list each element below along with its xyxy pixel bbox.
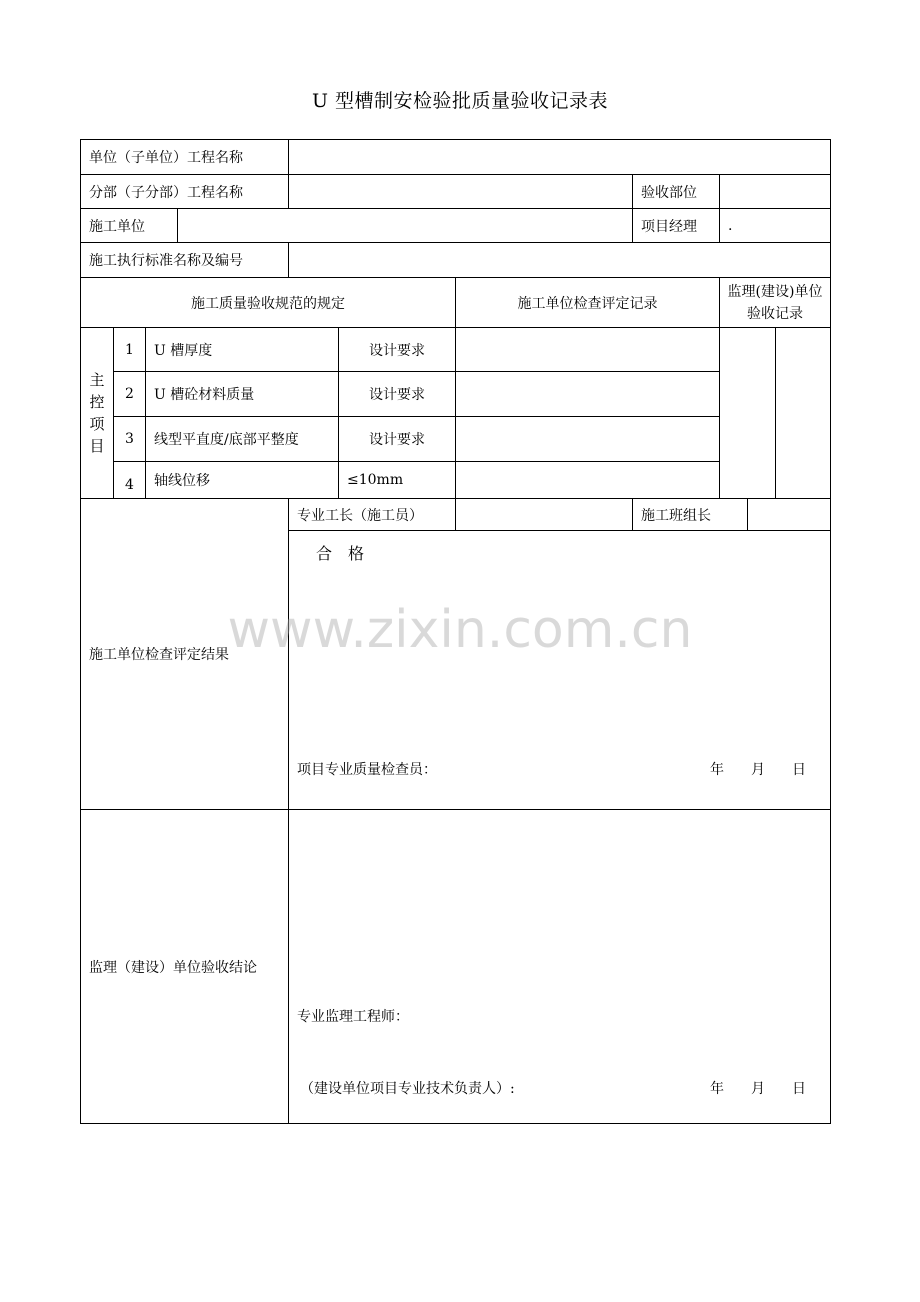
main-control-char: 目	[89, 437, 105, 455]
standard-field[interactable]	[288, 242, 831, 278]
supervisor-record-field[interactable]	[719, 327, 776, 499]
item-requirement: 设计要求	[338, 327, 456, 372]
subproject-label: 分部（子分部）工程名称	[80, 174, 289, 209]
supervisor-record-field[interactable]	[775, 327, 831, 499]
owner-tech-lead-label: （建设单位项目专业技术负责人）:	[300, 1081, 515, 1097]
contractor-label: 施工单位	[80, 208, 178, 243]
watermark: www.zixin.com.cn	[227, 600, 693, 660]
project-manager-field[interactable]: .	[719, 208, 831, 243]
item-record-field[interactable]	[455, 371, 720, 417]
acceptance-part-field[interactable]	[719, 174, 831, 209]
supervising-engineer-label: 专业监理工程师：	[297, 1009, 409, 1025]
foreman-label: 专业工长（施工员）	[288, 498, 456, 531]
item-name: 线型平直度/底部平整度	[145, 416, 339, 462]
quality-inspector-label: 项目专业质量检查员：	[297, 762, 437, 778]
date-month: 月	[751, 1081, 765, 1097]
contractor-verdict: 合 格	[316, 544, 365, 563]
item-requirement: 设计要求	[338, 371, 456, 417]
item-record-field[interactable]	[455, 327, 720, 372]
supervisor-record-header: 监理(建设)单位验收记录	[719, 277, 831, 328]
team-leader-field[interactable]	[747, 498, 831, 531]
item-no: 2	[113, 371, 146, 417]
contractor-record-header: 施工单位检查评定记录	[455, 277, 720, 328]
main-control-char: 主	[89, 371, 105, 389]
date-month: 月	[751, 762, 765, 778]
item-name: U 槽砼材料质量	[145, 371, 339, 417]
item-no: 4	[113, 461, 146, 499]
project-manager-label: 项目经理	[632, 208, 720, 243]
date-day: 日	[792, 1081, 806, 1097]
spec-header: 施工质量验收规范的规定	[80, 277, 456, 328]
team-leader-label: 施工班组长	[632, 498, 748, 531]
standard-label: 施工执行标准名称及编号	[80, 242, 289, 278]
date-year: 年	[710, 762, 724, 778]
project-name-field[interactable]	[288, 139, 831, 175]
supervisor-conclusion-box[interactable]	[288, 809, 831, 1124]
main-control-char: 控	[89, 393, 105, 411]
date-day: 日	[792, 762, 806, 778]
main-control-label	[80, 327, 114, 499]
item-requirement: ≤10mm	[338, 461, 456, 499]
foreman-field[interactable]	[455, 498, 633, 531]
item-requirement: 设计要求	[338, 416, 456, 462]
contractor-field[interactable]	[177, 208, 633, 243]
item-record-field[interactable]	[455, 416, 720, 462]
contractor-result-label: 施工单位检查评定结果	[80, 498, 289, 810]
main-control-char: 项	[89, 415, 105, 433]
item-no: 3	[113, 416, 146, 462]
form-title: U 型槽制安检验批质量验收记录表	[311, 90, 609, 112]
date-year: 年	[710, 1081, 724, 1097]
item-name: 轴线位移	[145, 461, 339, 499]
item-record-field[interactable]	[455, 461, 720, 499]
subproject-field[interactable]	[288, 174, 633, 209]
item-name: U 槽厚度	[145, 327, 339, 372]
project-name-label: 单位（子单位）工程名称	[80, 139, 289, 175]
item-no: 1	[113, 327, 146, 372]
acceptance-part-label: 验收部位	[632, 174, 720, 209]
supervisor-conclusion-label: 监理（建设）单位验收结论	[80, 809, 289, 1124]
